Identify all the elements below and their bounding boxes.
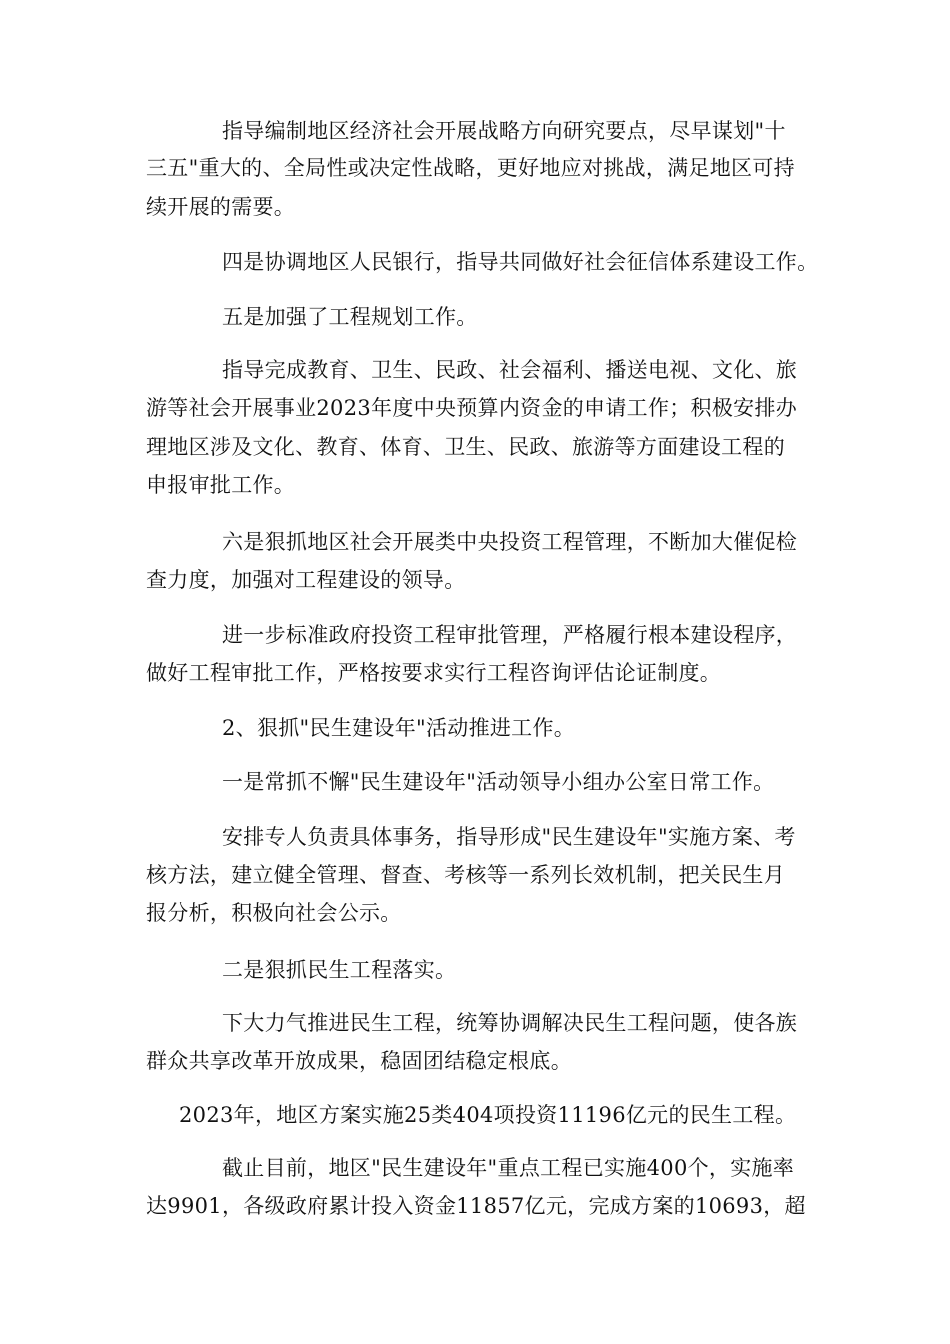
text-line: 核方法，建立健全管理、督查、考核等一系列长效机制，把关民生月 <box>146 863 785 887</box>
text-line: 查力度，加强对工程建设的领导。 <box>146 568 466 592</box>
text-line: 申报审批工作。 <box>146 473 296 497</box>
text-line: 下大力气推进民生工程，统筹协调解决民生工程问题，使各族 <box>222 1011 798 1035</box>
text-line: 2、狠抓"民生建设年"活动推进工作。 <box>222 716 576 740</box>
text-line: 游等社会开展事业2023年度中央预算内资金的申请工作；积极安排办 <box>146 396 798 420</box>
text-line: 三五"重大的、全局性或决定性战略，更好地应对挑战，满足地区可持 <box>146 156 795 180</box>
text-line: 指导编制地区经济社会开展战略方向研究要点，尽早谋划"十 <box>222 119 786 143</box>
text-line: 理地区涉及文化、教育、体育、卫生、民政、旅游等方面建设工程的 <box>146 435 785 459</box>
text-line: 四是协调地区人民银行，指导共同做好社会征信体系建设工作。 <box>222 250 819 274</box>
text-line: 续开展的需要。 <box>146 195 296 219</box>
text-line: 群众共享改革开放成果，稳固团结稳定根底。 <box>146 1049 572 1073</box>
text-line: 一是常抓不懈"民生建设年"活动领导小组办公室日常工作。 <box>222 770 775 794</box>
text-line: 达9901，各级政府累计投入资金11857亿元，完成方案的10693，超 <box>146 1194 806 1218</box>
text-line: 六是狠抓地区社会开展类中央投资工程管理，不断加大催促检 <box>222 530 798 554</box>
text-line: 安排专人负责具体事务，指导形成"民生建设年"实施方案、考 <box>222 825 796 849</box>
text-line: 进一步标准政府投资工程审批管理，严格履行根本建设程序， <box>222 623 798 647</box>
text-line: 二是狠抓民生工程落实。 <box>222 958 457 982</box>
text-line: 指导完成教育、卫生、民政、社会福利、播送电视、文化、旅 <box>222 358 798 382</box>
text-line: 2023年，地区方案实施25类404项投资11196亿元的民生工程。 <box>179 1103 797 1127</box>
text-line: 做好工程审批工作，严格按要求实行工程咨询评估论证制度。 <box>146 661 722 685</box>
text-line: 截止目前，地区"民生建设年"重点工程已实施400个，实施率 <box>222 1156 795 1180</box>
text-line: 报分析，积极向社会公示。 <box>146 901 402 925</box>
text-line: 五是加强了工程规划工作。 <box>222 305 478 329</box>
